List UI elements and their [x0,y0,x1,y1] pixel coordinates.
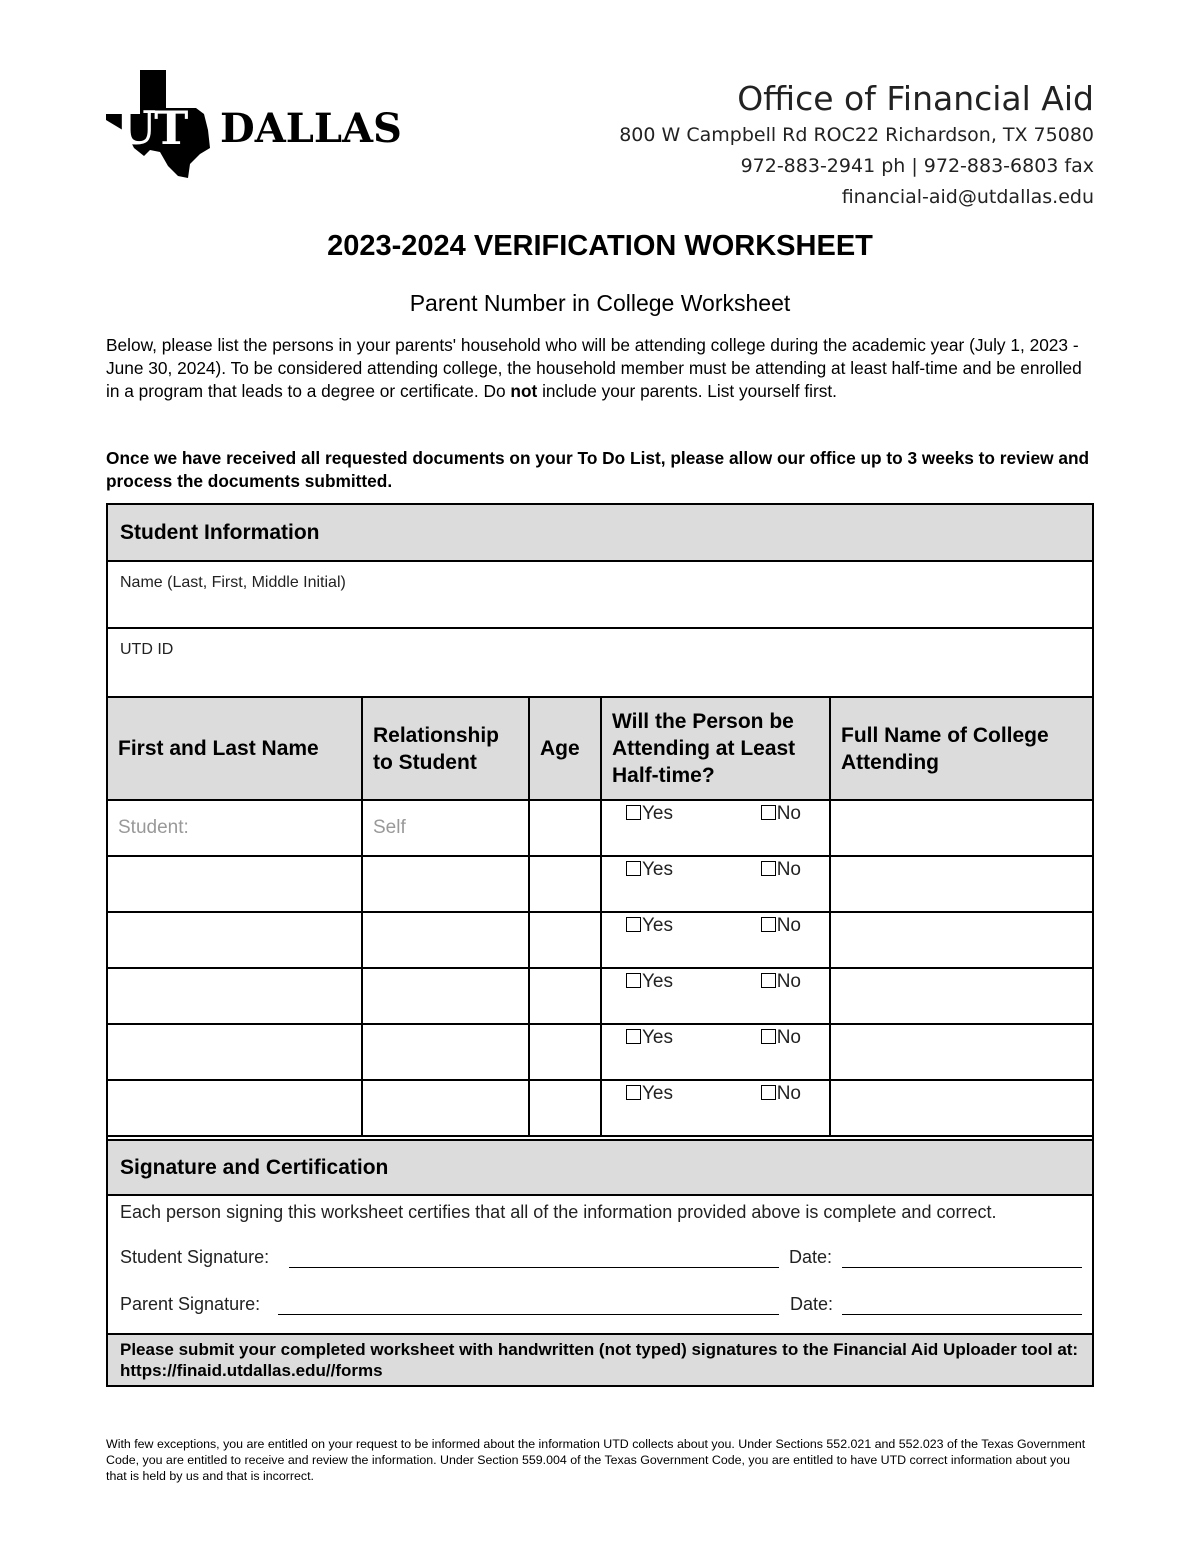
row-halftime-cell [601,856,830,912]
yes-checkbox[interactable] [626,1085,641,1100]
col-halftime-header: Will the Person be Attending at Least Half-time? [601,697,830,800]
yes-option[interactable]: Yes [626,1083,673,1105]
student-signature-line[interactable] [289,1267,779,1268]
no-checkbox[interactable] [761,1029,776,1044]
submit-instructions: Please submit your completed worksheet with handwritten (not typed) signatures to the Financial Aid Uploader tool at: https://finaid.utdallas.edu//forms [108,1333,1092,1385]
parent-date-line[interactable] [842,1314,1082,1315]
page-title: 2023-2024 VERIFICATION WORKSHEET [327,230,873,262]
yes-option[interactable]: Yes [626,971,673,993]
row-age-cell[interactable] [529,912,601,968]
logo-text: DALLAS [220,105,402,152]
office-email[interactable]: financial-aid@utdallas.edu [841,186,1094,208]
parent-signature-label: Parent Signature: [120,1294,261,1314]
privacy-footer: With few exceptions, you are entitled on your request to be informed about the information UTD collects about you. Under Sections 552.021 and 552.023 of the Texas Government Code, you are entitled to receive and review the information. Under Section 559.004 of the Texas Government Code, you are entitled to have UTD correct information about you that is held by us and that is incorrect. [106,1437,1086,1483]
svg-text:UT: UT [116,101,187,155]
student-info-heading: Student Information [108,505,1092,560]
row-relationship-cell[interactable] [362,968,529,1024]
worksheet-form [106,503,1094,1387]
row-age-cell[interactable] [529,968,601,1024]
student-signature-label: Student Signature: [120,1247,270,1267]
yes-option[interactable]: Yes [626,803,673,825]
certification-statement: Each person signing this worksheet certifies that all of the information provided above is complete and correct. [120,1202,997,1222]
yes-option[interactable]: Yes [626,915,673,937]
row-halftime-cell [601,968,830,1024]
table-row [108,856,1092,912]
student-date-line[interactable] [842,1267,1082,1268]
row-name-cell[interactable] [108,1024,362,1080]
utd-id-field[interactable] [108,629,1092,694]
row-name-cell[interactable] [108,912,362,968]
row-relationship-cell[interactable] [362,856,529,912]
no-checkbox[interactable] [761,805,776,820]
no-checkbox[interactable] [761,1085,776,1100]
row-relationship-cell[interactable] [362,912,529,968]
yes-checkbox[interactable] [626,917,641,932]
col-college-header: Full Name of College Attending [830,697,1092,800]
office-info [619,78,1094,213]
utd-id-label: UTD ID [120,641,174,658]
row-name-cell[interactable] [108,856,362,912]
table-row [108,800,1092,856]
row-college-cell[interactable] [830,856,1092,912]
no-option[interactable]: No [761,1083,801,1105]
yes-checkbox[interactable] [626,861,641,876]
no-option[interactable]: No [761,1027,801,1049]
row-age-cell[interactable] [529,1080,601,1136]
row-name-cell[interactable] [108,968,362,1024]
utdallas-logo [104,68,404,180]
office-name: Office of Financial Aid [737,79,1094,118]
yes-option[interactable]: Yes [626,1027,673,1049]
no-option[interactable]: No [761,915,801,937]
signature-heading: Signature and Certification [108,1139,1092,1194]
row-relationship-cell[interactable] [362,1080,529,1136]
table-row [108,912,1092,968]
no-option[interactable]: No [761,859,801,881]
row-relationship-cell[interactable]: Self [362,800,529,856]
row-college-cell[interactable] [830,1080,1092,1136]
yes-checkbox[interactable] [626,1029,641,1044]
row-college-cell[interactable] [830,1024,1092,1080]
row-relationship-cell[interactable] [362,1024,529,1080]
office-address: 800 W Campbell Rd ROC22 Richardson, TX 75080 [619,124,1094,146]
row-name-cell[interactable] [108,1080,362,1136]
row-halftime-cell [601,912,830,968]
row-college-cell[interactable] [830,912,1092,968]
processing-note: Once we have received all requested documents on your To Do List, please allow our office up to 3 weeks to review and process the documents submitted. [106,448,1090,491]
row-halftime-cell [601,800,830,856]
row-name-cell[interactable]: Student: [108,800,362,856]
row-halftime-cell [601,1024,830,1080]
no-checkbox[interactable] [761,973,776,988]
household-table [108,696,1092,1137]
no-checkbox[interactable] [761,917,776,932]
row-college-cell[interactable] [830,968,1092,1024]
row-college-cell[interactable] [830,800,1092,856]
row-age-cell[interactable] [529,800,601,856]
col-relationship-header: Relationship to Student [362,697,529,800]
office-phone: 972-883-2941 ph | 972-883-6803 fax [740,155,1094,177]
col-name-header: First and Last Name [108,697,362,800]
table-row [108,1080,1092,1136]
col-age-header: Age [529,697,601,800]
no-checkbox[interactable] [761,861,776,876]
row-halftime-cell [601,1080,830,1136]
student-date-label: Date: [789,1247,833,1267]
table-row [108,1024,1092,1080]
row-age-cell[interactable] [529,1024,601,1080]
parent-signature-line[interactable] [278,1314,779,1315]
yes-option[interactable]: Yes [626,859,673,881]
no-option[interactable]: No [761,971,801,993]
no-option[interactable]: No [761,803,801,825]
yes-checkbox[interactable] [626,805,641,820]
yes-checkbox[interactable] [626,973,641,988]
name-field[interactable] [108,562,1092,627]
parent-date-label: Date: [790,1294,834,1314]
table-row [108,968,1092,1024]
name-field-label: Name (Last, First, Middle Initial) [120,574,346,591]
intro-paragraph: Below, please list the persons in your parents' household who will be attending college during the academic year (July 1, 2023 - June 30, 2024). To be considered attending college, the household member must be attending at least half-time and be enrolled in a program that leads to a degree or certificate. Do not include your parents. List yourself first. [106,335,1082,401]
row-age-cell[interactable] [529,856,601,912]
page-subtitle: Parent Number in College Worksheet [409,290,791,316]
